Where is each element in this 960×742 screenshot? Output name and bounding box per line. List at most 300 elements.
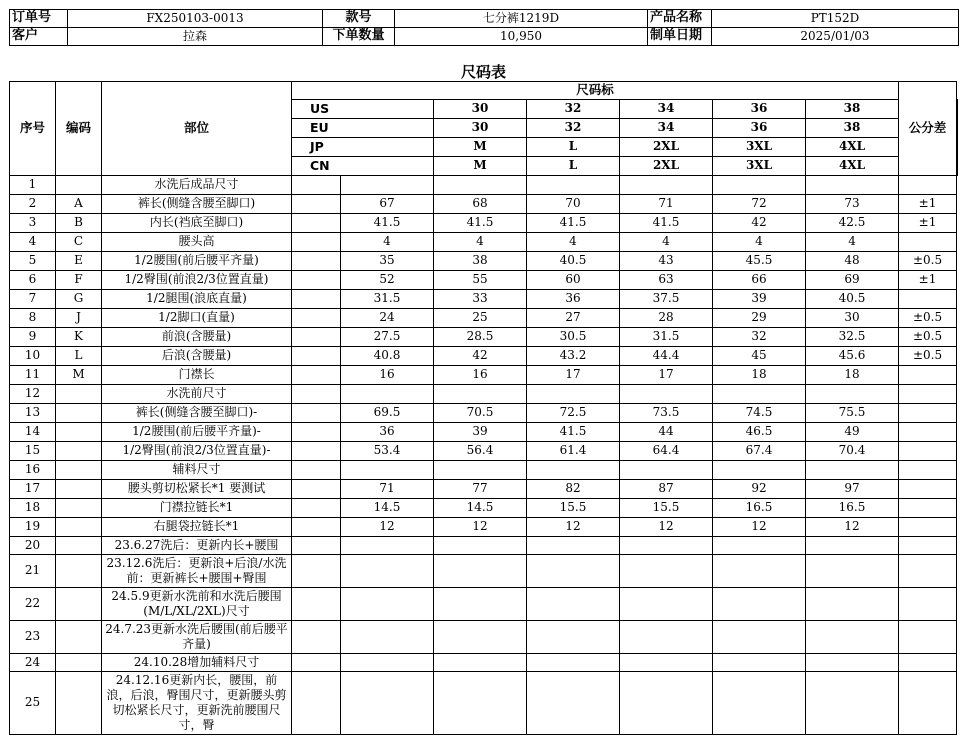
row-seq: 17 (10, 480, 56, 499)
size-value: 27.5 (341, 328, 434, 347)
part-header: 部位 (102, 82, 292, 176)
row-seq: 1 (10, 176, 56, 195)
size-label: 32 (527, 119, 620, 138)
row-seq: 8 (10, 309, 56, 328)
size-value: 66 (713, 271, 806, 290)
note-empty-cell (341, 588, 434, 621)
size-label: M (434, 157, 527, 176)
row-spacer (292, 442, 341, 461)
note-empty-cell (806, 672, 899, 735)
size-value: 28.5 (434, 328, 527, 347)
order-header (9, 9, 959, 46)
row-spacer (292, 404, 341, 423)
header-row-2 (10, 28, 959, 46)
size-label: 38 (806, 100, 899, 119)
note-code (56, 621, 102, 654)
header-row-1 (10, 10, 959, 28)
size-value: 31.5 (341, 290, 434, 309)
row-code (56, 518, 102, 537)
row-tolerance (899, 404, 957, 423)
size-value: 4 (713, 233, 806, 252)
row-part: 腰头高 (102, 233, 292, 252)
size-label: 30 (434, 119, 527, 138)
row-code (56, 461, 102, 480)
size-group-header: 尺码标 (292, 82, 899, 100)
size-value: 67 (341, 195, 434, 214)
note-text: 23.6.27洗后：更新内长+腰围 (102, 537, 292, 555)
size-label: 3XL (713, 157, 806, 176)
size-label: 34 (620, 119, 713, 138)
measurement-row (10, 442, 958, 461)
size-value: 41.5 (527, 423, 620, 442)
note-empty-cell (713, 555, 806, 588)
size-value: 71 (620, 195, 713, 214)
row-spacer (292, 214, 341, 233)
size-value: 42 (713, 214, 806, 233)
customer-label: 客户 (10, 28, 68, 46)
size-value: 56.4 (434, 442, 527, 461)
size-value: 43 (620, 252, 713, 271)
size-value: 77 (434, 480, 527, 499)
row-part: 1/2脚口(直量) (102, 309, 292, 328)
size-value: 14.5 (341, 499, 434, 518)
size-value (527, 385, 620, 404)
note-empty-cell (527, 588, 620, 621)
size-value: 12 (527, 518, 620, 537)
size-label: L (527, 138, 620, 157)
size-value: 63 (620, 271, 713, 290)
row-seq: 13 (10, 404, 56, 423)
row-spacer (292, 385, 341, 404)
size-value: 4 (620, 233, 713, 252)
size-value: 53.4 (341, 442, 434, 461)
row-code: G (56, 290, 102, 309)
row-spacer (292, 499, 341, 518)
size-label: 34 (620, 100, 713, 119)
measurement-row (10, 423, 958, 442)
row-code: J (56, 309, 102, 328)
row-code (56, 404, 102, 423)
row-seq: 3 (10, 214, 56, 233)
size-value: 28 (620, 309, 713, 328)
row-code: C (56, 233, 102, 252)
note-text: 24.12.16更新内长，腰围，前浪，后浪，臀围尺寸，更新腰头剪切松紧长尺寸，更新洗前腰围尺寸，臀 (102, 672, 292, 735)
row-part: 1/2腿围(浪底直量) (102, 290, 292, 309)
size-value: 36 (341, 423, 434, 442)
note-empty-cell (434, 537, 527, 555)
revision-note-row (10, 654, 958, 672)
note-empty-cell (434, 672, 527, 735)
row-spacer (292, 518, 341, 537)
note-empty-cell (527, 537, 620, 555)
note-empty-cell (527, 672, 620, 735)
row-part: 1/2腰围(前后腰平齐量)- (102, 423, 292, 442)
measurement-row (10, 499, 958, 518)
order-no-value: FX250103-0013 (68, 10, 323, 28)
row-seq: 18 (10, 499, 56, 518)
size-value (713, 176, 806, 195)
row-code: K (56, 328, 102, 347)
size-value: 4 (806, 233, 899, 252)
note-code (56, 537, 102, 555)
revision-note-row (10, 672, 958, 735)
size-value: 64.4 (620, 442, 713, 461)
size-value: 35 (341, 252, 434, 271)
note-empty-cell (527, 621, 620, 654)
note-empty-cell (620, 672, 713, 735)
size-value: 30.5 (527, 328, 620, 347)
row-part: 内长(裆底至脚口) (102, 214, 292, 233)
size-value: 12 (341, 518, 434, 537)
size-value: 42.5 (806, 214, 899, 233)
size-label: 36 (713, 119, 806, 138)
column-header-row (10, 82, 958, 100)
row-tolerance: ±1 (899, 214, 957, 233)
row-part: 门襟拉链长*1 (102, 499, 292, 518)
size-value: 30 (806, 309, 899, 328)
code-header: 编码 (56, 82, 102, 176)
size-value: 70.5 (434, 404, 527, 423)
size-value: 68 (434, 195, 527, 214)
size-label (957, 119, 958, 138)
row-spacer (292, 366, 341, 385)
seq-header: 序号 (10, 82, 56, 176)
size-value: 4 (527, 233, 620, 252)
note-empty-cell (620, 621, 713, 654)
row-part: 门襟长 (102, 366, 292, 385)
size-value: 61.4 (527, 442, 620, 461)
row-part: 腰头剪切松紧长*1 要测试 (102, 480, 292, 499)
size-value: 25 (434, 309, 527, 328)
size-value: 69 (806, 271, 899, 290)
size-value: 33 (434, 290, 527, 309)
row-part: 水洗前尺寸 (102, 385, 292, 404)
size-value: 40.8 (341, 347, 434, 366)
note-empty-cell (713, 621, 806, 654)
row-spacer (292, 461, 341, 480)
size-value: 4 (341, 233, 434, 252)
size-value: 39 (713, 290, 806, 309)
size-value: 48 (806, 252, 899, 271)
size-label: 32 (527, 100, 620, 119)
note-empty-cell (899, 588, 957, 621)
size-value: 17 (620, 366, 713, 385)
note-empty-cell (292, 555, 341, 588)
measurement-row (10, 480, 958, 499)
size-value (341, 385, 434, 404)
measurement-row (10, 518, 958, 537)
note-empty-cell (341, 654, 434, 672)
size-label (957, 100, 958, 119)
size-value (620, 461, 713, 480)
note-empty-cell (292, 537, 341, 555)
row-tolerance (899, 461, 957, 480)
size-value: 12 (806, 518, 899, 537)
size-label (957, 157, 958, 176)
row-code (56, 499, 102, 518)
row-tolerance (899, 385, 957, 404)
size-value: 40.5 (527, 252, 620, 271)
note-empty-cell (806, 654, 899, 672)
note-empty-cell (806, 588, 899, 621)
row-part: 1/2臀围(前浪2/3位置直量) (102, 271, 292, 290)
size-value: 49 (806, 423, 899, 442)
note-code (56, 555, 102, 588)
note-empty-cell (899, 555, 957, 588)
size-value: 29 (713, 309, 806, 328)
note-seq: 20 (10, 537, 56, 555)
row-part: 1/2臀围(前浪2/3位置直量)- (102, 442, 292, 461)
note-text: 24.7.23更新水洗后腰围(前后腰平齐量) (102, 621, 292, 654)
row-seq: 11 (10, 366, 56, 385)
note-seq: 25 (10, 672, 56, 735)
row-tolerance: ±1 (899, 195, 957, 214)
row-part: 1/2腰围(前后腰平齐量) (102, 252, 292, 271)
note-empty-cell (434, 621, 527, 654)
size-system-label: US (292, 100, 434, 119)
row-spacer (292, 271, 341, 290)
row-seq: 2 (10, 195, 56, 214)
row-spacer (292, 480, 341, 499)
size-value: 4 (434, 233, 527, 252)
note-empty-cell (806, 555, 899, 588)
row-tolerance (899, 233, 957, 252)
size-value: 45 (713, 347, 806, 366)
size-value: 41.5 (434, 214, 527, 233)
note-empty-cell (341, 537, 434, 555)
row-part: 后浪(含腰量) (102, 347, 292, 366)
note-empty-cell (341, 621, 434, 654)
measurement-row (10, 214, 958, 233)
note-empty-cell (620, 555, 713, 588)
size-label (957, 138, 958, 157)
size-value: 43.2 (527, 347, 620, 366)
size-label: 3XL (713, 138, 806, 157)
size-value (713, 461, 806, 480)
note-code (56, 654, 102, 672)
size-label: 38 (806, 119, 899, 138)
style-no-value: 七分裤1219D (395, 10, 648, 28)
size-value (527, 461, 620, 480)
row-tolerance (899, 290, 957, 309)
size-value: 70 (527, 195, 620, 214)
row-spacer (292, 252, 341, 271)
note-empty-cell (806, 621, 899, 654)
note-empty-cell (292, 672, 341, 735)
size-value: 15.5 (620, 499, 713, 518)
style-no-label: 款号 (323, 10, 395, 28)
revision-note-row (10, 555, 958, 588)
size-value: 45.6 (806, 347, 899, 366)
row-spacer (292, 176, 341, 195)
note-seq: 22 (10, 588, 56, 621)
size-value (806, 176, 899, 195)
date-label: 制单日期 (648, 28, 712, 46)
size-value: 37.5 (620, 290, 713, 309)
note-empty-cell (899, 537, 957, 555)
size-value (341, 176, 434, 195)
size-value: 72.5 (527, 404, 620, 423)
size-value: 41.5 (527, 214, 620, 233)
note-empty-cell (527, 654, 620, 672)
row-spacer (292, 233, 341, 252)
row-spacer (292, 290, 341, 309)
row-code: A (56, 195, 102, 214)
size-value (806, 385, 899, 404)
note-code (56, 672, 102, 735)
note-empty-cell (713, 537, 806, 555)
size-value: 44.4 (620, 347, 713, 366)
row-seq: 6 (10, 271, 56, 290)
measurement-row (10, 252, 958, 271)
size-value (806, 461, 899, 480)
size-value: 69.5 (341, 404, 434, 423)
size-value: 82 (527, 480, 620, 499)
size-label: 36 (713, 100, 806, 119)
measurement-row (10, 404, 958, 423)
size-value: 17 (527, 366, 620, 385)
size-value: 67.4 (713, 442, 806, 461)
row-code: M (56, 366, 102, 385)
size-system-label: CN (292, 157, 434, 176)
row-code: F (56, 271, 102, 290)
measurement-row (10, 347, 958, 366)
size-value: 16 (434, 366, 527, 385)
row-seq: 7 (10, 290, 56, 309)
row-spacer (292, 195, 341, 214)
row-spacer (292, 328, 341, 347)
size-value: 18 (806, 366, 899, 385)
note-empty-cell (620, 588, 713, 621)
note-empty-cell (527, 555, 620, 588)
size-value: 38 (434, 252, 527, 271)
quantity-value: 10,950 (395, 28, 648, 46)
size-value: 70.4 (806, 442, 899, 461)
note-empty-cell (292, 621, 341, 654)
size-value (341, 461, 434, 480)
row-code (56, 442, 102, 461)
row-seq: 9 (10, 328, 56, 347)
note-empty-cell (713, 672, 806, 735)
size-value: 42 (434, 347, 527, 366)
measurement-row (10, 233, 958, 252)
table-title: 尺码表 (460, 63, 506, 81)
size-value: 40.5 (806, 290, 899, 309)
size-value: 55 (434, 271, 527, 290)
size-value: 52 (341, 271, 434, 290)
row-seq: 14 (10, 423, 56, 442)
note-empty-cell (806, 537, 899, 555)
measurement-row (10, 195, 958, 214)
row-spacer (292, 347, 341, 366)
size-value: 44 (620, 423, 713, 442)
row-seq: 15 (10, 442, 56, 461)
note-empty-cell (434, 555, 527, 588)
row-code: B (56, 214, 102, 233)
revision-note-row (10, 537, 958, 555)
row-tolerance (899, 442, 957, 461)
note-empty-cell (899, 654, 957, 672)
row-spacer (292, 423, 341, 442)
measurement-row (10, 366, 958, 385)
row-part: 水洗后成品尺寸 (102, 176, 292, 195)
size-label: M (434, 138, 527, 157)
row-part: 裤长(侧缝含腰至脚口) (102, 195, 292, 214)
measurement-row (10, 328, 958, 347)
size-value: 72 (713, 195, 806, 214)
size-value: 46.5 (713, 423, 806, 442)
row-tolerance: ±0.5 (899, 347, 957, 366)
size-value: 45.5 (713, 252, 806, 271)
note-empty-cell (434, 588, 527, 621)
size-value: 41.5 (341, 214, 434, 233)
product-name-label: 产品名称 (648, 10, 712, 28)
size-value: 12 (434, 518, 527, 537)
note-seq: 23 (10, 621, 56, 654)
size-label: 30 (434, 100, 527, 119)
size-value: 36 (527, 290, 620, 309)
row-tolerance: ±0.5 (899, 252, 957, 271)
note-empty-cell (899, 672, 957, 735)
size-system-label: JP (292, 138, 434, 157)
size-spec-table (9, 81, 958, 735)
size-label: 2XL (620, 138, 713, 157)
note-seq: 24 (10, 654, 56, 672)
note-empty-cell (713, 654, 806, 672)
size-value: 60 (527, 271, 620, 290)
size-value (434, 461, 527, 480)
size-value: 24 (341, 309, 434, 328)
size-label: 4XL (806, 138, 899, 157)
revision-note-row (10, 588, 958, 621)
size-system-label: EU (292, 119, 434, 138)
size-value (434, 176, 527, 195)
size-value: 16 (341, 366, 434, 385)
note-empty-cell (620, 537, 713, 555)
row-seq: 12 (10, 385, 56, 404)
note-text: 24.10.28增加辅料尺寸 (102, 654, 292, 672)
row-seq: 4 (10, 233, 56, 252)
size-value: 73.5 (620, 404, 713, 423)
note-code (56, 588, 102, 621)
row-code (56, 176, 102, 195)
row-code: E (56, 252, 102, 271)
size-value: 15.5 (527, 499, 620, 518)
row-tolerance (899, 499, 957, 518)
size-label: L (527, 157, 620, 176)
row-tolerance (899, 366, 957, 385)
note-empty-cell (292, 654, 341, 672)
measurement-row (10, 271, 958, 290)
row-seq: 5 (10, 252, 56, 271)
size-value: 16.5 (806, 499, 899, 518)
note-seq: 21 (10, 555, 56, 588)
row-part: 前浪(含腰量) (102, 328, 292, 347)
size-value: 87 (620, 480, 713, 499)
size-value: 16.5 (713, 499, 806, 518)
size-value (620, 385, 713, 404)
row-seq: 19 (10, 518, 56, 537)
size-label: 4XL (806, 157, 899, 176)
size-value: 12 (713, 518, 806, 537)
date-value: 2025/01/03 (712, 28, 959, 46)
size-value: 12 (620, 518, 713, 537)
row-tolerance: ±0.5 (899, 328, 957, 347)
customer-value: 拉森 (68, 28, 323, 46)
row-tolerance: ±0.5 (899, 309, 957, 328)
note-text: 24.5.9更新水洗前和水洗后腰围(M/L/XL/2XL)尺寸 (102, 588, 292, 621)
row-part: 右腿袋拉链长*1 (102, 518, 292, 537)
